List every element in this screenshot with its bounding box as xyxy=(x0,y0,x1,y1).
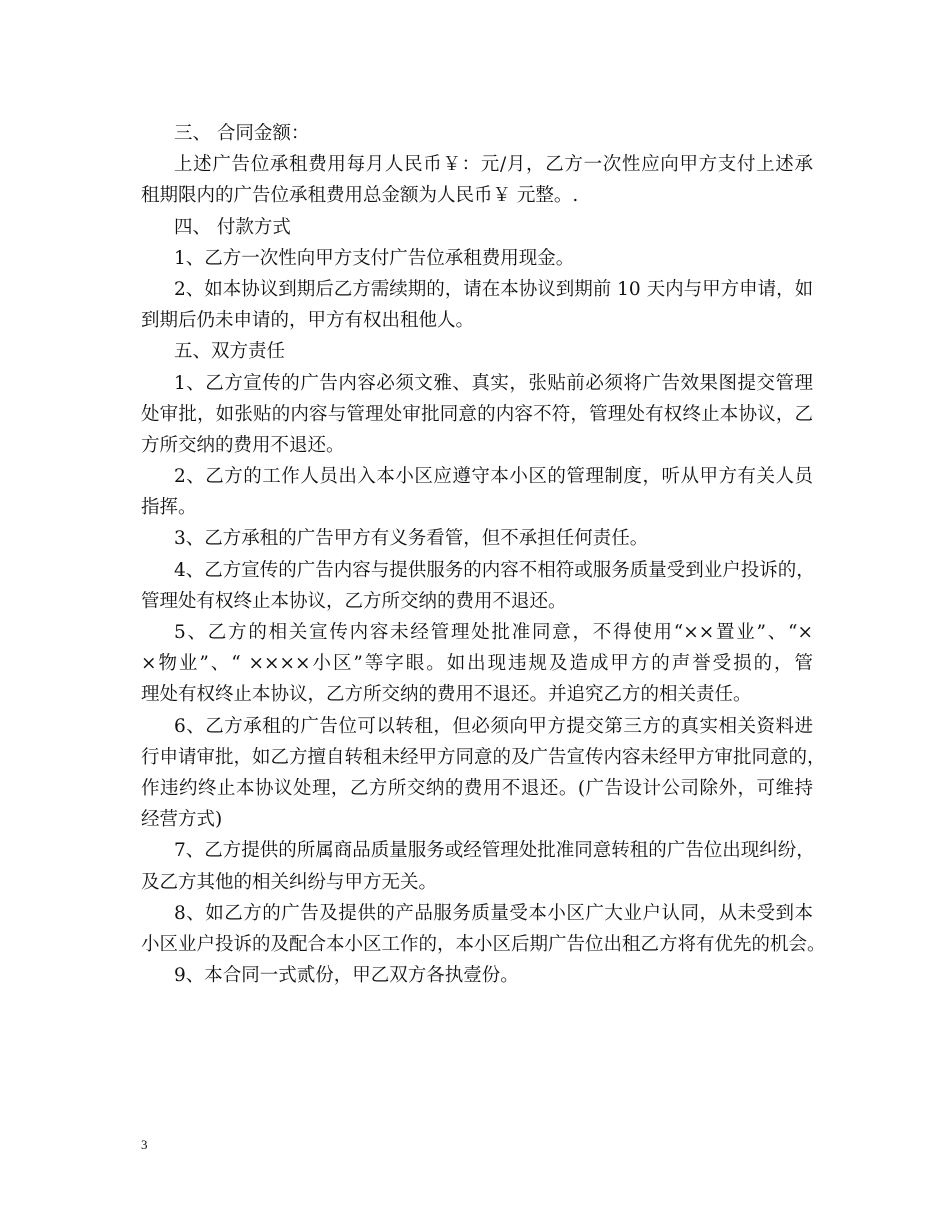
text-line: 2、乙方的工作人员出入本小区应遵守本小区的管理制度，听从甲方有关人员 xyxy=(174,466,813,488)
text-line: 理处有权终止本协议，乙方所交纳的费用不退还。并追究乙方的相关责任。 xyxy=(141,684,752,706)
page-number: 3 xyxy=(141,1137,148,1152)
text-line: 上述广告位承租费用每月人民币￥：元/月，乙方一次性应向甲方支付上述承 xyxy=(174,154,813,176)
text-line: 经营方式) xyxy=(141,809,223,831)
text-line: 处审批，如张贴的内容与管理处审批同意的内容不符，管理处有权终止本协议，乙 xyxy=(141,403,813,425)
text-line: 4、乙方宣传的广告内容与提供服务的内容不相符或服务质量受到业户投诉的， xyxy=(174,559,815,581)
text-line: 及乙方其他的相关纠纷与甲方无关。 xyxy=(141,871,438,893)
text-line: 三、 合同金额： xyxy=(174,123,310,144)
text-line: 行申请审批，如乙方擅自转租未经甲方同意的及广告宣传内容未经甲方审批同意的， xyxy=(141,746,826,768)
text-line: 管理处有权终止本协议，乙方所交纳的费用不退还。 xyxy=(141,590,567,612)
text-line: 租期限内的广告位承租费用总金额为人民币￥ 元整。. xyxy=(141,185,579,207)
text-line: 7、乙方提供的所属商品质量服务或经管理处批准同意转租的广告位出现纠纷， xyxy=(174,840,815,862)
text-line: 2、如本协议到期后乙方需续期的，请在本协议到期前 10 天内与甲方申请，如 xyxy=(174,278,814,300)
document-body xyxy=(141,118,826,991)
text-line: 1、乙方一次性向甲方支付广告位承租费用现金。 xyxy=(174,247,575,269)
text-line: 五、双方责任 xyxy=(174,341,286,363)
text-line: 到期后仍未申请的，甲方有权出租他人。 xyxy=(141,310,475,332)
text-line: 四、 付款方式 xyxy=(174,216,291,238)
text-line: 5、乙方的相关宣传内容未经管理处批准同意，不得使用“××置业”、“× xyxy=(174,622,813,643)
text-line: 6、乙方承租的广告位可以转租，但必须向甲方提交第三方的真实相关资料进 xyxy=(174,715,813,737)
text-line: 方所交纳的费用不退还。 xyxy=(141,434,345,456)
text-line: 9、本合同一式贰份，甲乙双方各执壹份。 xyxy=(174,965,519,987)
text-line: 指挥。 xyxy=(141,497,197,519)
text-line: 3、乙方承租的广告甲方有义务看管，但不承担任何责任。 xyxy=(174,528,649,550)
text-line: 1、乙方宣传的广告内容必须文雅、真实，张贴前必须将广告效果图提交管理 xyxy=(174,372,813,394)
text-line: ×物业”、“ ××××小区”等字眼。如出现违规及造成甲方的声誉受损的，管 xyxy=(141,653,813,675)
text-line: 小区业户投诉的及配合本小区工作的，本小区后期广告位出租乙方将有优先的机会。 xyxy=(141,933,826,955)
text-line: 作违约终止本协议处理，乙方所交纳的费用不退还。(广告设计公司除外，可维持 xyxy=(141,777,813,799)
text-line: 8、如乙方的广告及提供的产品服务质量受本小区广大业户认同，从未受到本 xyxy=(174,902,813,924)
